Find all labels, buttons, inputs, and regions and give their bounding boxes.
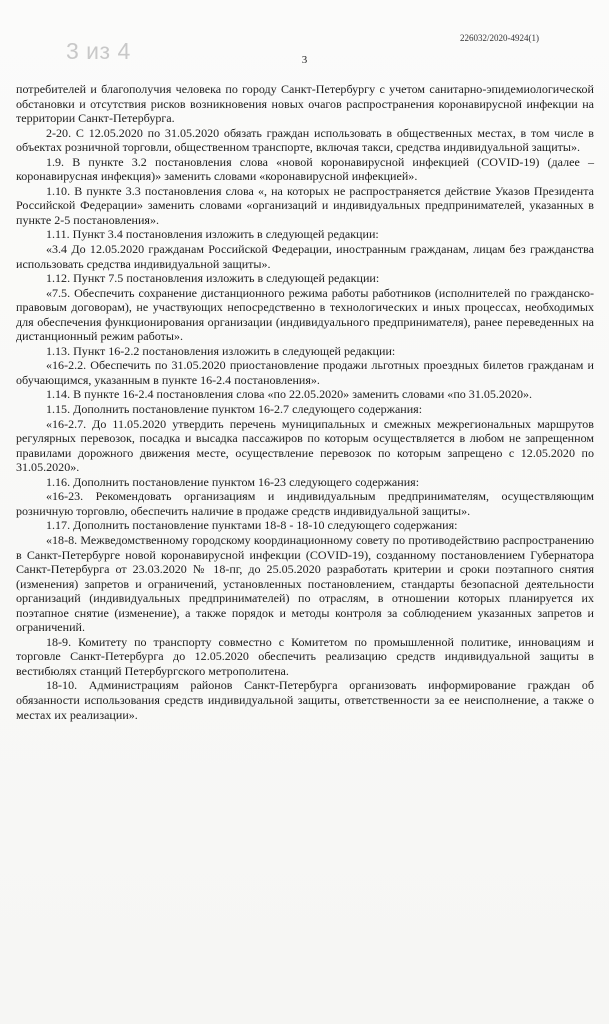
paragraph-7-5: «7.5. Обеспечить сохранение дистанционного режима работы работников (исполнителей по гражданско-правовым договорам), не участвующих непосредственно в технологических и иных процессах, необходимых для обеспечения функционирования организации (индивидуального предпринимателя), ранее переведенных на дистанционный режим работы». (16, 285, 594, 344)
paragraph-1-16: 1.16. Дополнить постановление пунктом 16-23 следующего содержания: (46, 474, 420, 489)
paragraph-1-10: 1.10. В пункте 3.3 постановления слова «, на которых не распространяется действие Указов Президента Российской Федерации» заменить словами «организаций и индивидуальных предпринимателей, указанных в пункте 2-5 постановления». (16, 183, 594, 227)
paragraph-2-20: 2-20. С 12.05.2020 по 31.05.2020 обязать граждан использовать в общественных местах, в том числе в объектах розничной торговли, общественном транспорте, включая такси, средства индивидуальной защиты». (16, 125, 594, 155)
paragraph-1-9: 1.9. В пункте 3.2 постановления слова «новой коронавирусной инфекцией (COVID-19) (далее – коронавирусная инфекция)» заменить словами «коронавирусной инфекцией». (16, 154, 594, 184)
paragraph-1-13: 1.13. Пункт 16-2.2 постановления изложить в следующей редакции: (46, 343, 396, 358)
paragraph-16-2-2: «16-2.2. Обеспечить по 31.05.2020 приостановление продажи льготных проездных билетов гражданам и обучающимся, указанным в пункте 16-2.4 постановления». (16, 358, 594, 387)
paragraph-18-10: 18-10. Администрациям районов Санкт-Петербурга организовать информирование граждан об обязанности использования средств индивидуальной защиты, ответственности за ее неисполнение, а также о местах их реализации». (16, 678, 594, 722)
paragraph-continuation: потребителей и благополучия человека по городу Санкт-Петербургу с учетом санитарно-эпидемиологической обстановки и отсутствия рисков возникновения новых очагов распространения коронавирусной инфекции на территории Санкт-Петербурга. (16, 82, 594, 126)
paragraph-3-4: «3.4 До 12.05.2020 гражданам Российской Федерации, иностранным гражданам, лицам без гражданства использовать средства индивидуальной защиты». (16, 242, 594, 271)
paragraph-1-11: 1.11. Пункт 3.4 постановления изложить в следующей редакции: (46, 227, 379, 242)
paragraph-18-9: 18-9. Комитету по транспорту совместно с Комитетом по промышленной политике, инновациям и торговле Санкт-Петербурга до 12.05.2020 обеспечить реализацию средств индивидуальной защиты в вестибюлях станций Петербургского метрополитена. (16, 634, 594, 678)
paragraph-1-15: 1.15. Дополнить постановление пунктом 16-2.7 следующего содержания: (46, 402, 423, 417)
paragraph-1-17: 1.17. Дополнить постановление пунктами 18-8 - 18-10 следующего содержания: (46, 518, 458, 533)
paragraph-1-14: 1.14. В пункте 16-2.4 постановления слова «по 22.05.2020» заменить словами «по 31.05.2020». (46, 387, 533, 402)
paragraph-18-8: «18-8. Межведомственному городскому координационному совету по противодействию распространению в Санкт-Петербурге новой коронавирусной инфекции (COVID-19), созданному постановлением Губернатора Санкт-Петербурга от 23.03.2020 № 18-пг, до 25.05.2020 разработать критерии и сроки поэтапного снятия (изменения) запретов и ограничений, установленных постановлением, стандарты безопасной деятельности организаций (индивидуальных предпринимателей) по отраслям, в отношении которых планируется их поэтапное снятие (изменение), а также порядок и методы контроля за соблюдением указанных запретов и ограничений. (16, 532, 594, 635)
paragraph-1-12: 1.12. Пункт 7.5 постановления изложить в следующей редакции: (46, 271, 380, 286)
paragraph-16-2-7: «16-2.7. До 11.05.2020 утвердить перечень муниципальных и смежных межрегиональных маршрутов регулярных перевозок, посадка и высадка пассажиров по которым осуществляется в любом не запрещенном правилами дорожного движения месте, осуществление перевозок по которым запрещено с 12.05.2020 по 31.05.2020». (16, 416, 594, 475)
document-body (16, 82, 594, 722)
page-indicator: 3 из 4 (66, 38, 131, 64)
page-number: 3 (301, 54, 308, 66)
document-number: 226032/2020-4924(1) (460, 33, 539, 43)
paragraph-16-23: «16-23. Рекомендовать организациям и индивидуальным предпринимателям, осуществляющим розничную торговлю, обеспечить наличие в продаже средств индивидуальной защиты». (16, 489, 594, 518)
